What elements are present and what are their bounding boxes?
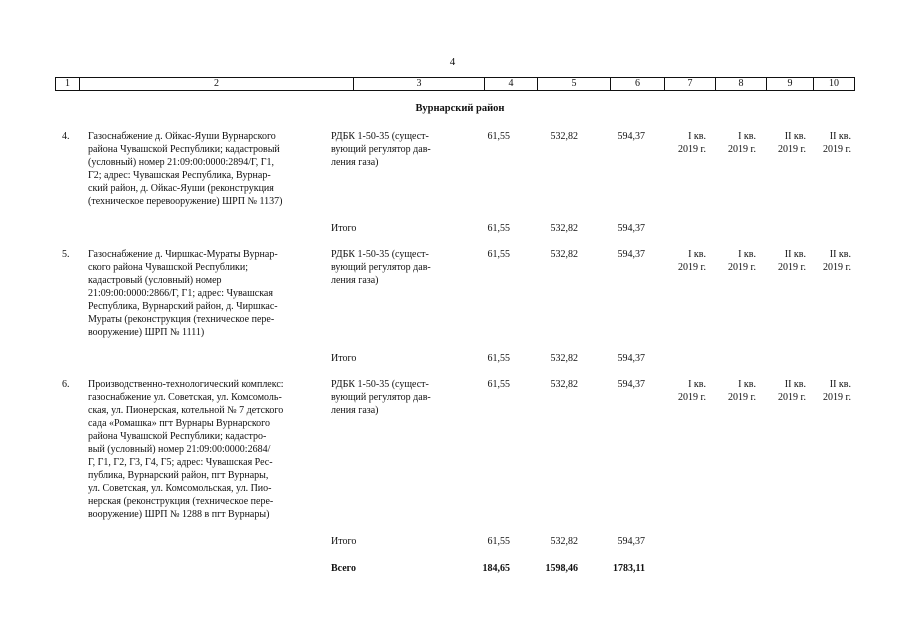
subtotal-value-6: 594,37 <box>617 223 645 234</box>
subtotal-value-5: 532,82 <box>550 223 578 234</box>
header-col-1: 1 <box>55 78 79 90</box>
row-equipment: РДБК 1-50-35 (сущест- вующий регулятор дав- ления газа) <box>331 249 431 286</box>
row-value-5: 532,82 <box>550 379 578 390</box>
row-value-6: 594,37 <box>617 379 645 390</box>
district-heading: Вурнарский район <box>415 103 505 114</box>
row-equipment: РДБК 1-50-35 (сущест- вующий регулятор дав- ления газа) <box>331 379 431 416</box>
header-col-4: 4 <box>484 78 537 90</box>
row-value-6: 594,37 <box>617 249 645 260</box>
subtotal-value-6: 594,37 <box>617 353 645 364</box>
grand-total-label: Всего <box>331 563 356 574</box>
header-col-6: 6 <box>610 78 664 90</box>
row-number: 4. <box>62 131 70 142</box>
row-period-10: II кв. 2019 г. <box>823 131 851 155</box>
page-number: 4 <box>449 56 456 68</box>
header-col-9: 9 <box>766 78 813 90</box>
row-period-8: I кв. 2019 г. <box>728 379 756 403</box>
subtotal-value-4: 61,55 <box>487 223 510 234</box>
header-col-3: 3 <box>353 78 484 90</box>
row-value-6: 594,37 <box>617 131 645 142</box>
header-col-8: 8 <box>715 78 766 90</box>
header-col-7: 7 <box>664 78 715 90</box>
subtotal-label: Итого <box>331 223 357 234</box>
subtotal-value-5: 532,82 <box>550 536 578 547</box>
row-description: Газоснабжение д. Чиршкас-Мураты Вурнар- ского района Чувашской Республики; кадастровый (условный) номер 21:09:00:0000:2866/Г, Г1; адрес: Чувашская Республика, Вурнарский район, д. Чиршкас- Мураты (реконструкция (техническое пере- вооружение) ШРП № 1111) <box>88 249 278 338</box>
row-period-8: I кв. 2019 г. <box>728 249 756 273</box>
row-period-7: I кв. 2019 г. <box>678 249 706 273</box>
subtotal-value-4: 61,55 <box>487 536 510 547</box>
row-value-4: 61,55 <box>487 379 510 390</box>
row-description: Производственно-технологический комплекс: газоснабжение ул. Советская, ул. Комсомоль- ская, ул. Пионерская, котельной № 7 детского сада «Ромашка» пгт Вурнары Вурнарского района Чувашской Республики; кадастро- вый (условный) номер 21:09:00:0000:2684/ Г, Г1, Г2, Г3, Г4, Г5; адрес: Чувашская Рес- публика, Вурнарский район, пгт Вурнары, ул. Советская, ул. Комсомольская, ул. Пио- нерская (реконструкция (техническое пере- вооружение) ШРП № 1288 в пгт Вурнары) <box>88 379 284 520</box>
row-period-8: I кв. 2019 г. <box>728 131 756 155</box>
row-value-4: 61,55 <box>487 249 510 260</box>
row-value-4: 61,55 <box>487 131 510 142</box>
subtotal-value-6: 594,37 <box>617 536 645 547</box>
subtotal-value-4: 61,55 <box>487 353 510 364</box>
grand-total-value-5: 1598,46 <box>545 563 578 574</box>
row-period-9: II кв. 2019 г. <box>778 249 806 273</box>
row-period-10: II кв. 2019 г. <box>823 249 851 273</box>
grand-total-value-4: 184,65 <box>482 563 510 574</box>
grand-total-value-6: 1783,11 <box>613 563 645 574</box>
row-number: 6. <box>62 379 70 390</box>
header-col-10: 10 <box>813 78 855 90</box>
row-equipment: РДБК 1-50-35 (сущест- вующий регулятор дав- ления газа) <box>331 131 431 168</box>
subtotal-label: Итого <box>331 353 357 364</box>
header-col-5: 5 <box>537 78 610 90</box>
row-number: 5. <box>62 249 70 260</box>
header-col-2: 2 <box>79 78 353 90</box>
row-period-10: II кв. 2019 г. <box>823 379 851 403</box>
row-period-7: I кв. 2019 г. <box>678 131 706 155</box>
subtotal-label: Итого <box>331 536 357 547</box>
subtotal-value-5: 532,82 <box>550 353 578 364</box>
row-period-7: I кв. 2019 г. <box>678 379 706 403</box>
row-value-5: 532,82 <box>550 249 578 260</box>
row-period-9: II кв. 2019 г. <box>778 131 806 155</box>
table-header <box>55 77 855 91</box>
row-period-9: II кв. 2019 г. <box>778 379 806 403</box>
row-description: Газоснабжение д. Ойкас-Яуши Вурнарского района Чувашской Республики; кадастровый (условный) номер 21:09:00:0000:2894/Г, Г1, Г2; адрес: Чувашская Республика, Вурнар- ский район, д. Ойкас-Яуши (реконструкция (техническое перевооружение) ШРП № 1137) <box>88 131 283 207</box>
row-value-5: 532,82 <box>550 131 578 142</box>
